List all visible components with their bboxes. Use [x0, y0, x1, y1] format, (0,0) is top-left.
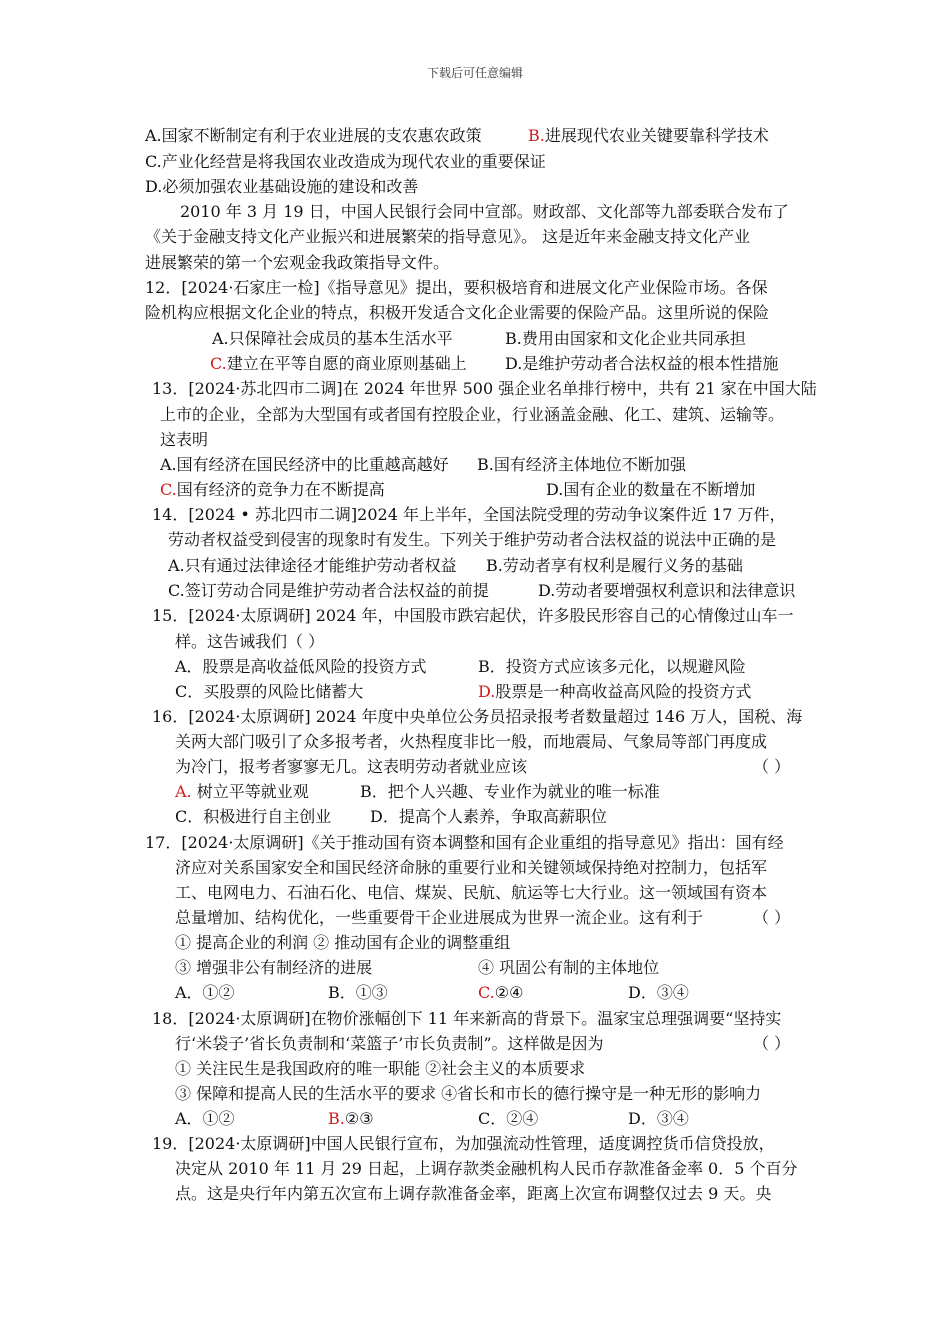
text-segment: A.国有经济在国民经济中的比重越高越好	[160, 455, 449, 474]
text-segment: ②③	[344, 1109, 374, 1128]
text-segment: C．买股票的风险比储蓄大	[175, 682, 364, 701]
text-line	[168, 556, 743, 576]
text-segment: D.劳动者要增强权利意识和法律意识	[538, 581, 796, 600]
text-line	[175, 1084, 761, 1104]
text-segment: A．股票是高收益低风险的投资方式	[175, 657, 427, 676]
text-segment: A．①②	[175, 983, 235, 1002]
text-segment: 国有经济的竞争力在不断提高	[176, 480, 385, 499]
text-segment: ① 提高企业的利润 ② 推动国有企业的调整重组	[175, 933, 511, 952]
text-line	[175, 908, 791, 928]
text-segment: A.国家不断制定有利于农业进展的支农惠农政策	[145, 126, 482, 145]
text-segment: A.只保障社会成员的基本生活水平	[212, 329, 453, 348]
text-line	[145, 278, 768, 298]
text-segment: D.国有企业的数量在不断增加	[546, 480, 756, 499]
text-line	[175, 1034, 791, 1054]
text-line	[152, 1009, 781, 1029]
text-segment: 18．[2024·太原调研]在物价涨幅创下 11 年来新高的背景下。温家宝总理强调要“坚持实	[152, 1009, 782, 1028]
text-segment: ③ 保障和提高人民的生活水平的要求 ④省长和市长的德行操守是一种无形的影响力	[175, 1084, 762, 1103]
text-segment: ③ 增强非公有制经济的进展	[175, 958, 373, 977]
text-segment: 12．[2024·石家庄一检]《指导意见》提出，要积极培育和进展文化产业保险市场。各保	[145, 278, 768, 297]
text-segment: C.产业化经营是将我国农业改造成为现代农业的重要保证	[145, 152, 546, 171]
text-segment: 进展繁荣的第一个宏观金我政策指导文件。	[145, 253, 450, 272]
answer-marker: C.	[210, 354, 227, 373]
text-line	[145, 303, 769, 323]
text-segment: D．提高个人素养，争取高薪职位	[370, 807, 607, 826]
text-segment: 17．[2024·太原调研]《关于推动国有资本调整和国有企业重组的指导意见》指出：国有经	[145, 833, 784, 852]
text-segment: 决定从 2010 年 11 月 29 日起，上调存款类金融机构人民币存款准备金率 0．5 个百分	[175, 1159, 798, 1178]
text-segment: ④ 巩固公有制的主体地位	[478, 958, 660, 977]
text-segment: 15．[2024·太原调研] 2024 年，中国股市跌宕起伏，许多股民形容自己的心情像过山车一	[152, 606, 794, 625]
text-segment: D．③④	[628, 1109, 689, 1128]
text-line	[145, 126, 769, 146]
text-segment: 树立平等就业观	[191, 782, 309, 801]
text-segment: B．投资方式应该多元化，以规避风险	[478, 657, 746, 676]
text-line	[152, 606, 794, 626]
text-segment: D.是维护劳动者合法权益的根本性措施	[505, 354, 779, 373]
text-segment: 济应对关系国家安全和国民经济命脉的重要行业和关键领域保持绝对控制力，包括军	[175, 858, 768, 877]
text-line	[145, 177, 418, 197]
text-segment: （ ）	[753, 908, 791, 927]
text-segment: 13．[2024·苏北四市二调]在 2024 年世界 500 强企业名单排行榜中，共有 21 家在中国大陆	[152, 379, 817, 398]
text-segment: 行‘米袋子’省长负责制和‘菜篮子’市长负责制”。这样做是因为	[175, 1034, 604, 1053]
text-segment: 劳动者权益受到侵害的现象时有发生。下列关于维护劳动者合法权益的说法中正确的是	[168, 530, 777, 549]
text-line	[175, 632, 324, 652]
text-segment: B．①③	[328, 983, 388, 1002]
text-segment: ②④	[494, 983, 524, 1002]
text-segment: D．③④	[628, 983, 689, 1002]
text-line	[175, 1184, 771, 1204]
text-line	[175, 807, 607, 827]
text-segment: C．②④	[478, 1109, 539, 1128]
text-line	[175, 1059, 585, 1079]
answer-marker: B.	[328, 1109, 345, 1128]
text-line	[175, 657, 746, 677]
text-segment: A．①②	[175, 1109, 235, 1128]
text-line	[160, 430, 208, 450]
text-segment: D.必须加强农业基础设施的建设和改善	[145, 177, 419, 196]
text-line	[175, 757, 791, 777]
text-segment: （ ）	[753, 757, 791, 776]
text-line	[212, 329, 746, 349]
text-segment: 《关于金融支持文化产业振兴和进展繁荣的指导意见》。 这是近年来金融支持文化产业	[145, 227, 751, 246]
text-segment: 16．[2024·太原调研] 2024 年度中央单位公务员招录报考者数量超过 146 万人，国税、海	[152, 707, 803, 726]
text-segment: （ ）	[753, 1034, 791, 1053]
text-line	[175, 732, 767, 752]
text-segment: 建立在平等自愿的商业原则基础上	[226, 354, 467, 373]
text-segment: 上市的企业，全部为大型国有或者国有控股企业，行业涵盖金融、化工、建筑、运输等。	[160, 405, 785, 424]
text-segment: 总量增加、结构优化，一些重要骨干企业进展成为世界一流企业。这有利于	[175, 908, 704, 927]
answer-marker: B.	[528, 126, 545, 145]
text-line	[175, 958, 660, 978]
text-segment: 关两大部门吸引了众多报考者，火热程度非比一般，而地震局、气象局等部门再度成	[175, 732, 768, 751]
answer-marker: C.	[478, 983, 495, 1002]
page-header: 下载后可任意编辑	[426, 66, 523, 80]
text-segment: 险机构应根据文化企业的特点，积极开发适合文化企业需要的保险产品。这里所说的保险	[145, 303, 770, 322]
text-segment: C.签订劳动合同是维护劳动者合法权益的前提	[168, 581, 489, 600]
text-segment: C．积极进行自主创业	[175, 807, 332, 826]
text-line	[152, 707, 802, 727]
text-segment: ① 关注民生是我国政府的唯一职能 ②社会主义的本质要求	[175, 1059, 586, 1078]
text-line	[175, 782, 660, 802]
text-line	[145, 833, 784, 853]
text-line	[152, 379, 817, 399]
text-line	[160, 455, 686, 475]
text-segment: 14．[2024 • 苏北四市二调]2024 年上半年，全国法院受理的劳动争议案件近 17 万件，	[152, 505, 786, 524]
text-line	[145, 253, 449, 273]
text-line	[152, 505, 786, 525]
text-line	[175, 858, 767, 878]
text-line	[168, 581, 796, 601]
text-line	[160, 405, 784, 425]
text-line	[152, 1134, 775, 1154]
text-segment: 2010 年 3 月 19 日，中国人民银行会同中宣部。财政部、文化部等九部委联合发布了	[180, 202, 789, 221]
text-segment: 这表明	[160, 430, 209, 449]
text-line	[160, 480, 756, 500]
text-line	[145, 227, 750, 247]
text-segment: 工、电网电力、石油石化、电信、煤炭、民航、航运等七大行业。这一领域国有资本	[175, 883, 768, 902]
text-segment: A.只有通过法律途径才能维护劳动者权益	[168, 556, 457, 575]
text-segment: B．把个人兴趣、专业作为就业的唯一标准	[360, 782, 660, 801]
answer-marker: D.	[478, 682, 496, 701]
text-segment: 股票是一种高收益高风险的投资方式	[495, 682, 752, 701]
text-segment: B.费用由国家和文化企业共同承担	[505, 329, 746, 348]
text-segment: 样。这告诫我们（ ）	[175, 632, 325, 651]
text-line	[175, 983, 689, 1003]
text-segment: 为冷门，报考者寥寥无几。这表明劳动者就业应该	[175, 757, 528, 776]
text-line	[180, 202, 789, 222]
text-line	[175, 1109, 689, 1129]
text-line	[175, 883, 767, 903]
text-line	[175, 933, 510, 953]
text-line	[168, 530, 776, 550]
text-line	[210, 354, 779, 374]
text-segment: B.国有经济主体地位不断加强	[477, 455, 686, 474]
text-segment: 19．[2024·太原调研]中国人民银行宣布，为加强流动性管理，适度调控货币信贷投放，	[152, 1134, 775, 1153]
answer-marker: C.	[160, 480, 177, 499]
text-line	[175, 682, 752, 702]
text-segment: 点。这是央行年内第五次宣布上调存款准备金率，距离上次宣布调整仅过去 9 天。央	[175, 1184, 772, 1203]
answer-marker: A.	[175, 782, 192, 801]
text-segment: 进展现代农业关键要靠科学技术	[544, 126, 769, 145]
text-line	[145, 152, 546, 172]
text-segment: B.劳动者享有权利是履行义务的基础	[486, 556, 743, 575]
text-line	[175, 1159, 798, 1179]
